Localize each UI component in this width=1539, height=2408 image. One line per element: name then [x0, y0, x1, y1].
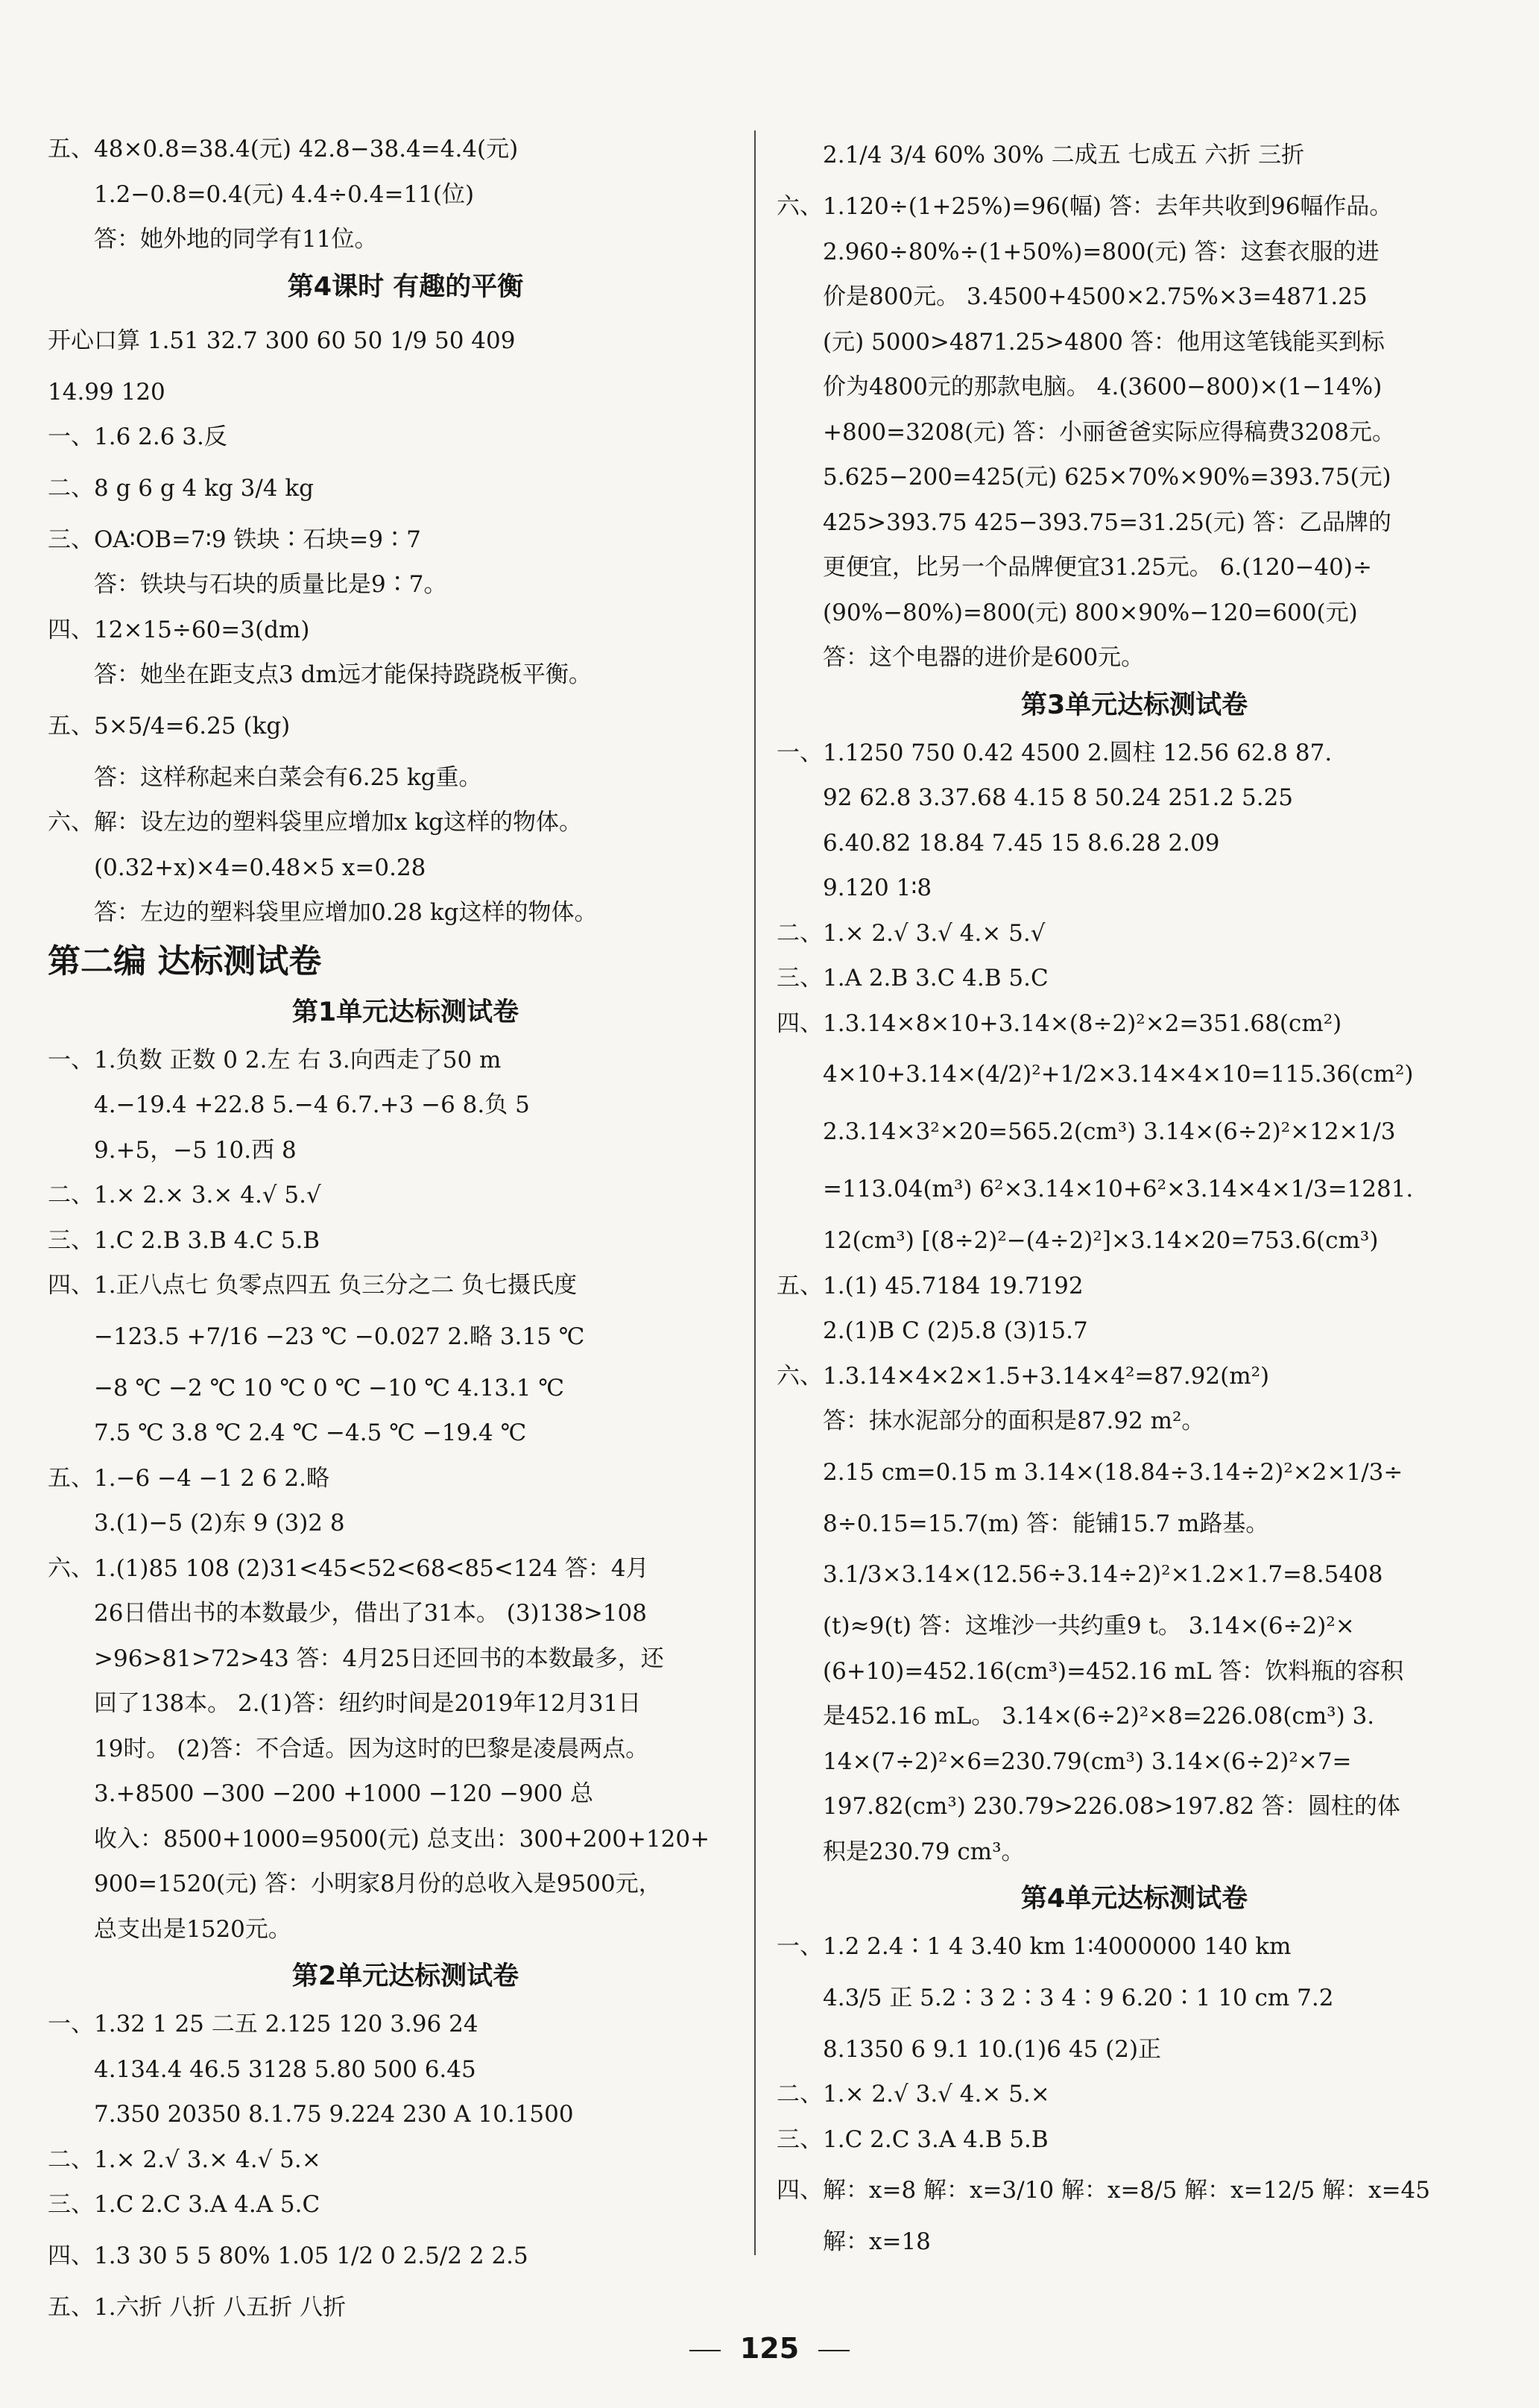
answer-line: 四、解：x=8 解：x=3/10 解：x=8/5 解：x=12/5 解：x=45	[777, 2177, 1430, 2204]
answer-line: 解：x=18	[823, 2228, 931, 2255]
answer-line: 9.+5，−5 10.西 8	[94, 1136, 297, 1164]
section-heading: 第1单元达标测试卷	[291, 997, 519, 1027]
answer-line: 积是230.79 cm³。	[823, 1838, 1025, 1865]
answer-line: 三、1.C 2.C 3.A 4.A 5.C	[48, 2191, 320, 2218]
answer-line: 3.1/3×3.14×(12.56÷3.14÷2)²×1.2×1.7=8.5408	[823, 1561, 1383, 1588]
answer-line: 197.82(cm³) 230.79>226.08>197.82 答：圆柱的体	[823, 1793, 1400, 1820]
answer-line: 12(cm³) [(8÷2)²−(4÷2)²]×3.14×20=753.6(cm³)	[823, 1227, 1379, 1254]
answer-line: 二、1.× 2.× 3.× 4.√ 5.√	[48, 1182, 321, 1208]
answer-line: 三、OA∶OB=7∶9 铁块∶石块=9∶7	[48, 526, 421, 553]
section-heading: 第4课时 有趣的平衡	[287, 271, 524, 302]
answer-line: 二、8 g 6 g 4 kg 3/4 kg	[48, 474, 314, 502]
answer-line: 9.120 1∶8	[823, 874, 932, 901]
answer-line: 4.3/5 正 5.2∶3 2∶3 4∶9 6.20∶1 10 cm 7.2	[823, 1984, 1334, 2011]
answer-line: 三、1.A 2.B 3.C 4.B 5.C	[777, 965, 1049, 992]
answer-line: 六、1.(1)85 108 (2)31<45<52<68<85<124 答：4月	[48, 1554, 649, 1582]
answer-line: 答：抹水泥部分的面积是87.92 m²。	[823, 1408, 1205, 1434]
answer-line: 价是800元。 3.4500+4500×2.75%×3=4871.25	[823, 283, 1368, 310]
answer-line: 四、1.正八点七 负零点四五 负三分之二 负七摄氏度	[48, 1272, 578, 1299]
answer-line: 是452.16 mL。 3.14×(6÷2)²×8=226.08(cm³) 3.	[823, 1703, 1375, 1730]
right-column	[777, 127, 1492, 2265]
answer-line: 19时。 (2)答：不合适。因为这时的巴黎是凌晨两点。	[94, 1735, 649, 1762]
answer-line: 四、1.3 30 5 5 80% 1.05 1/2 0 2.5/2 2 2.5	[48, 2242, 528, 2269]
answer-line: 一、1.6 2.6 3.反	[48, 423, 227, 450]
answer-line: 收入：8500+1000=9500(元) 总支出：300+200+120+	[94, 1825, 710, 1853]
answer-line: (90%−80%)=800(元) 800×90%−120=600(元)	[823, 599, 1358, 626]
answer-line: 7.350 20350 8.1.75 9.224 230 A 10.1500	[94, 2101, 574, 2128]
answer-line: 答：这个电器的进价是600元。	[823, 644, 1145, 671]
answer-line: (0.32+x)×4=0.48×5 x=0.28	[94, 854, 426, 881]
answer-line: 4×10+3.14×(4/2)²+1/2×3.14×4×10=115.36(cm²)	[823, 1061, 1414, 1088]
answer-line: 五、1.六折 八折 八五折 八折	[48, 2293, 347, 2321]
answer-line: 开心口算 1.51 32.7 300 60 50 1/9 50 409	[48, 327, 516, 354]
answer-line: 答：她外地的同学有11位。	[94, 226, 378, 253]
answer-line: 4.134.4 46.5 3128 5.80 500 6.45	[94, 2055, 476, 2083]
answer-line: 8.1350 6 9.1 10.(1)6 45 (2)正	[823, 2035, 1162, 2063]
answer-line: 二、1.× 2.√ 3.√ 4.× 5.×	[777, 2081, 1050, 2108]
answer-line: 14×(7÷2)²×6=230.79(cm³) 3.14×(6÷2)²×7=	[823, 1747, 1352, 1775]
answer-line: 六、1.120÷(1+25%)=96(幅) 答：去年共收到96幅作品。	[777, 193, 1393, 220]
answer-line: 2.(1)B C (2)5.8 (3)15.7	[823, 1317, 1088, 1344]
answer-line: 总支出是1520元。	[94, 1915, 291, 1943]
answer-line: 六、1.3.14×4×2×1.5+3.14×4²=87.92(m²)	[777, 1362, 1270, 1390]
answer-line: 900=1520(元) 答：小明家8月份的总收入是9500元，	[94, 1870, 662, 1897]
answer-line: (t)≈9(t) 答：这堆沙一共约重9 t。 3.14×(6÷2)²×	[823, 1613, 1355, 1639]
section-heading: 第2单元达标测试卷	[291, 1961, 519, 1991]
left-column	[48, 127, 763, 2330]
answer-line: 4.−19.4 +22.8 5.−4 6.7.+3 −6 8.负 5	[94, 1091, 530, 1118]
answer-line: 答：她坐在距支点3 dm远才能保持跷跷板平衡。	[94, 661, 592, 688]
answer-line: 3.(1)−5 (2)东 9 (3)2 8	[94, 1510, 345, 1536]
answer-line: +800=3208(元) 答：小丽爸爸实际应得稿费3208元。	[823, 418, 1395, 446]
answer-line: 五、48×0.8=38.4(元) 42.8−38.4=4.4(元)	[48, 136, 519, 163]
answer-line: 2.15 cm=0.15 m 3.14×(18.84÷3.14÷2)²×2×1/3÷	[823, 1458, 1403, 1486]
answer-line: 六、解：设左边的塑料袋里应增加x kg这样的物体。	[48, 809, 582, 836]
answer-line: 价为4800元的那款电脑。 4.(3600−800)×(1−14%)	[823, 374, 1382, 400]
answer-line: 92 62.8 3.37.68 4.15 8 50.24 251.2 5.25	[823, 784, 1294, 811]
answer-line: 二、1.× 2.√ 3.× 4.√ 5.×	[48, 2146, 321, 2173]
answer-line: =113.04(m³) 6²×3.14×10+6²×3.14×4×1/3=1281.	[823, 1176, 1414, 1203]
answer-line: 更便宜，比另一个品牌便宜31.25元。 6.(120−40)÷	[823, 554, 1372, 581]
answer-line: 5.625−200=425(元) 625×70%×90%=393.75(元)	[823, 464, 1391, 491]
answer-line: 答：这样称起来白菜会有6.25 kg重。	[94, 763, 482, 791]
answer-line: 五、1.−6 −4 −1 2 6 2.略	[48, 1464, 329, 1492]
answer-line: 6.40.82 18.84 7.45 15 8.6.28 2.09	[823, 829, 1220, 857]
answer-line: 2.1/4 3/4 60% 30% 二成五 七成五 六折 三折	[823, 142, 1305, 168]
answer-line: 一、1.1250 750 0.42 4500 2.圆柱 12.56 62.8 87.	[777, 739, 1333, 766]
answer-line: 1.2−0.8=0.4(元) 4.4÷0.4=11(位)	[94, 180, 475, 208]
answer-line: 五、1.(1) 45.7184 19.7192	[777, 1272, 1084, 1299]
answer-line: 2.3.14×3²×20=565.2(cm³) 3.14×(6÷2)²×12×1/3	[823, 1118, 1396, 1145]
answer-line: (元) 5000>4871.25>4800 答：他用这笔钱能买到标	[823, 328, 1385, 356]
answer-line: 五、5×5/4=6.25 (kg)	[48, 712, 291, 740]
column-divider	[754, 130, 756, 2255]
answer-line: 回了138本。 2.(1)答：纽约时间是2019年12月31日	[94, 1690, 642, 1717]
section-heading: 第二编 达标测试卷	[48, 942, 322, 980]
answer-line: 8÷0.15=15.7(m) 答：能铺15.7 m路基。	[823, 1510, 1269, 1537]
answer-line: 一、1.2 2.4∶1 4 3.40 km 1∶4000000 140 km	[777, 1933, 1292, 1960]
answer-line: 26日借出书的本数最少，借出了31本。 (3)138>108	[94, 1600, 647, 1627]
answer-line: 三、1.C 2.C 3.A 4.B 5.B	[777, 2125, 1049, 2153]
answer-line: >96>81>72>43 答：4月25日还回书的本数最多，还	[94, 1645, 664, 1672]
section-heading: 第3单元达标测试卷	[1020, 690, 1248, 720]
answer-line: 四、1.3.14×8×10+3.14×(8÷2)²×2=351.68(cm²)	[777, 1009, 1342, 1037]
answer-line: 2.960÷80%÷(1+50%)=800(元) 答：这套衣服的进	[823, 238, 1380, 265]
answer-line: 答：左边的塑料袋里应增加0.28 kg这样的物体。	[94, 899, 598, 926]
answer-line: 四、12×15÷60=3(dm)	[48, 616, 310, 643]
page-number: 125	[0, 2332, 1539, 2365]
answer-line: 一、1.负数 正数 0 2.左 右 3.向西走了50 m	[48, 1046, 502, 1074]
answer-line: −8 ℃ −2 ℃ 10 ℃ 0 ℃ −10 ℃ 4.13.1 ℃	[94, 1374, 565, 1402]
answer-line: 14.99 120	[48, 378, 165, 406]
answer-line: 3.+8500 −300 −200 +1000 −120 −900 总	[94, 1780, 594, 1807]
answer-line: −123.5 +7/16 −23 ℃ −0.027 2.略 3.15 ℃	[94, 1323, 585, 1350]
section-heading: 第4单元达标测试卷	[1020, 1884, 1248, 1914]
answer-line: 一、1.32 1 25 二五 2.125 120 3.96 24	[48, 2011, 478, 2037]
answer-line: 7.5 ℃ 3.8 ℃ 2.4 ℃ −4.5 ℃ −19.4 ℃	[94, 1419, 527, 1446]
answer-line: (6+10)=452.16(cm³)=452.16 mL 答：饮料瓶的容积	[823, 1657, 1404, 1685]
answer-line: 二、1.× 2.√ 3.√ 4.× 5.√	[777, 919, 1046, 947]
answer-line: 425>393.75 425−393.75=31.25(元) 答：乙品牌的	[823, 508, 1391, 536]
answer-line: 三、1.C 2.B 3.B 4.C 5.B	[48, 1226, 320, 1254]
answer-line: 答：铁块与石块的质量比是9∶7。	[94, 571, 447, 598]
